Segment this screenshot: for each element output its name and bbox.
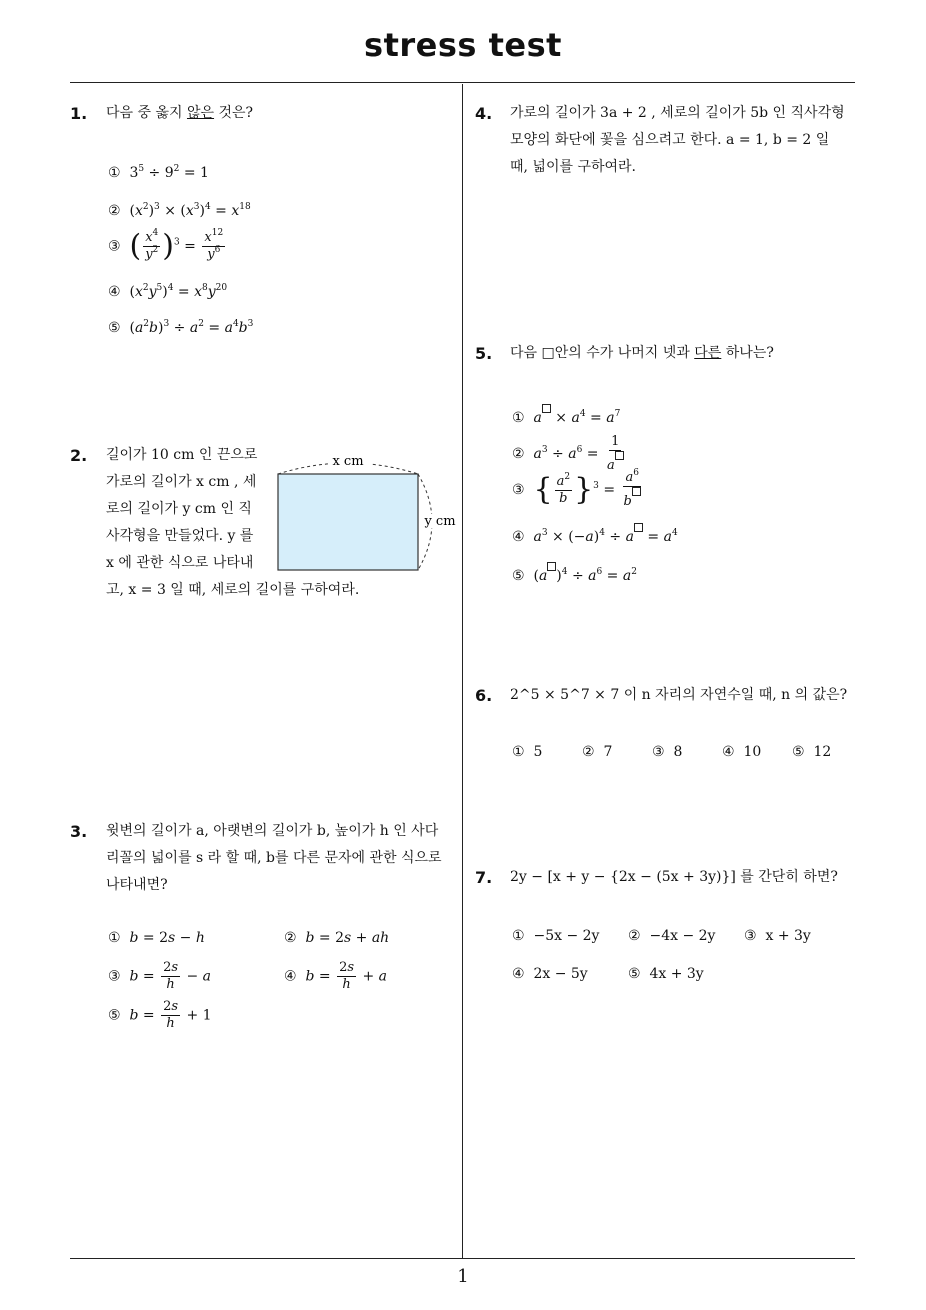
height-label: y cm bbox=[424, 514, 456, 529]
rectangle-diagram bbox=[270, 448, 460, 578]
choice-2[interactable]: ② 7 bbox=[582, 744, 613, 760]
question-text: 다음 중 옳지 않은 것은? bbox=[106, 105, 254, 121]
choice-5[interactable]: ⑤ $(a^2b)^3 \div a^2 = a^4b^3$ bbox=[108, 319, 254, 336]
rectangle-shape bbox=[278, 474, 418, 570]
choice-5[interactable]: ⑤ b = $\frac{2s}{h}$ + 1 bbox=[108, 999, 212, 1031]
question-number: 5. bbox=[475, 344, 493, 363]
choice-1[interactable]: ① 5 bbox=[512, 744, 543, 760]
question-number: 3. bbox=[70, 822, 88, 841]
column-divider bbox=[462, 84, 463, 1258]
choice-5[interactable]: ⑤ 12 bbox=[792, 744, 832, 760]
choice-3[interactable]: ③ { $\frac{a^2}{b}$ }$^3$ = $\frac{a^6}{b}$ bbox=[512, 468, 639, 509]
choice-2[interactable]: ② b = 2s + ah bbox=[284, 930, 390, 946]
choice-4[interactable]: ④ 10 bbox=[722, 744, 762, 760]
choice-3[interactable]: ③ ( $\frac{x^4}{y^2}$ )$^3$ = $\frac{x^{12}}{y^6}$ bbox=[108, 228, 224, 264]
top-rule bbox=[70, 82, 855, 83]
choice-1[interactable]: ① $3^5 \div 9^2 = 1$ bbox=[108, 164, 209, 181]
page-number: 1 bbox=[457, 1266, 469, 1287]
choice-1[interactable]: ① −5x − 2y bbox=[512, 928, 600, 944]
choice-4[interactable]: ④ $(x^2y^5)^4 = x^8y^{20}$ bbox=[108, 283, 228, 300]
choice-1[interactable]: ① b = 2s − h bbox=[108, 930, 205, 946]
question-text: 2^5 × 5^7 × 7 이 n 자리의 자연수일 때, n 의 값은? bbox=[510, 687, 848, 703]
choice-1[interactable]: ① $a \times a^4 = a^7$ bbox=[512, 404, 620, 426]
choice-5[interactable]: ⑤ (a )$^4 \div a^6 = a^2$ bbox=[512, 562, 637, 584]
choice-3[interactable]: ③ x + 3y bbox=[744, 928, 811, 944]
choice-4[interactable]: ④ $a^3 \times (-a)^4 \div a = a^4$ bbox=[512, 523, 678, 545]
question-text: 2y − [x + y − {2x − (5x + 3y)}] 를 간단히 하면? bbox=[510, 869, 838, 885]
question-number: 4. bbox=[475, 104, 493, 123]
choice-4[interactable]: ④ b = $\frac{2s}{h}$ + a bbox=[284, 960, 388, 992]
choice-2[interactable]: ② −4x − 2y bbox=[628, 928, 716, 944]
choice-2[interactable]: ② $(x^2)^3 \times (x^3)^4 = x^{18}$ bbox=[108, 202, 251, 219]
question-text: 다음 □안의 수가 나머지 넷과 다른 하나는? bbox=[510, 345, 774, 361]
choice-3[interactable]: ③ 8 bbox=[652, 744, 683, 760]
bottom-rule bbox=[70, 1258, 855, 1259]
question-number: 6. bbox=[475, 686, 493, 705]
underlined-word: 않은 bbox=[186, 105, 215, 121]
question-number: 7. bbox=[475, 868, 493, 887]
choice-3[interactable]: ③ b = $\frac{2s}{h}$ − a bbox=[108, 960, 212, 992]
question-text: 가로의 길이가 3a + 2 , 세로의 길이가 5b 인 직사각형 모양의 화단에 꽃을 심으려고 한다. a = 1, b = 2 일 때, 넓이를 구하여라. bbox=[510, 105, 845, 175]
question-text: 길이가 10 cm 인 끈으로 가로의 길이가 x cm , 세 로의 길이가 y cm 인 직 사각형을 만들었다. y 를 x 에 관한 식으로 나타내 고, x = 3 일 때, 세로의 길이를 구하여라. bbox=[106, 447, 360, 598]
choice-2[interactable]: ② $a^3 \div a^6$ = $\frac{1}{a}$ bbox=[512, 434, 628, 474]
question-number: 2. bbox=[70, 446, 88, 465]
underlined-word: 다른 bbox=[694, 345, 722, 361]
choice-5[interactable]: ⑤ 4x + 3y bbox=[628, 966, 704, 982]
choice-4[interactable]: ④ 2x − 5y bbox=[512, 966, 588, 982]
width-label: x cm bbox=[332, 454, 364, 469]
question-number: 1. bbox=[70, 104, 88, 123]
page-title: stress test bbox=[364, 26, 562, 64]
question-text: 윗변의 길이가 a, 아랫변의 길이가 b, 높이가 h 인 사다 리꼴의 넓이를 s 라 할 때, b를 다른 문자에 관한 식으로 나타내면? bbox=[106, 823, 442, 893]
